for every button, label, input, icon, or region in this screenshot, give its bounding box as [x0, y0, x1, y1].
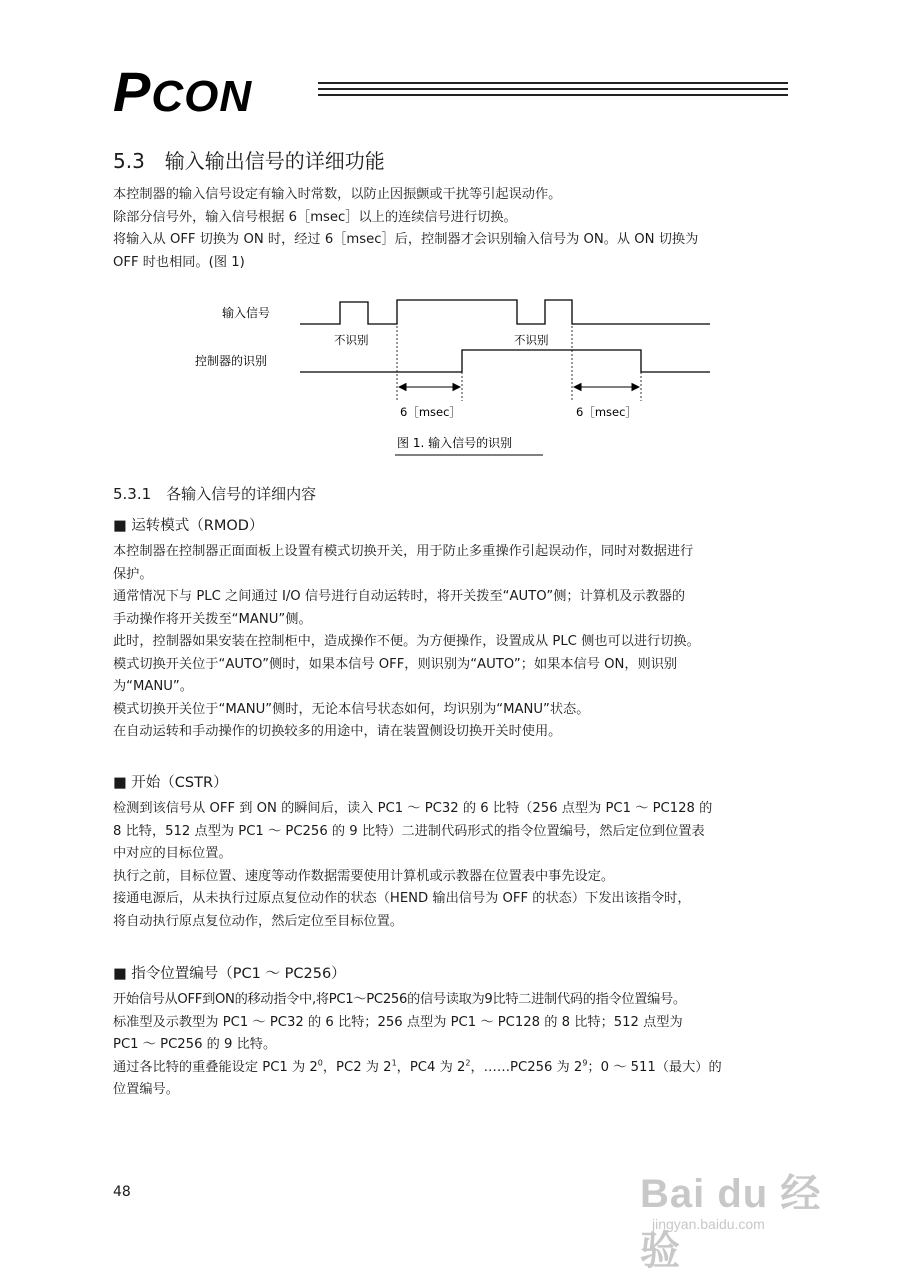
intro-line: 除部分信号外，输入信号根据 6［msec］以上的连续信号进行切换。 [113, 209, 517, 225]
intro-line: OFF 时也相同。(图 1) [113, 254, 245, 270]
logo-rule [318, 88, 788, 90]
timing-diagram [180, 286, 740, 461]
pc-paragraph [113, 989, 793, 1102]
controller-recognition-waveform [300, 350, 710, 372]
cstr-paragraph [113, 798, 793, 933]
cstr-line: 将自动执行原点复位动作，然后定位至目标位置。 [113, 913, 404, 929]
formula-exponent: 0 [317, 1058, 323, 1068]
not-recognized-label: 不识别 [514, 333, 549, 347]
formula-exponent: 2 [465, 1058, 471, 1068]
label-controller-recognition: 控制器的识别 [195, 354, 268, 368]
pc-formula-line [113, 1057, 793, 1080]
rmod-line: 为“MANU”。 [113, 679, 193, 694]
duration-label: 6［msec］ [400, 405, 461, 419]
formula-text: ，PC2 为 2 [322, 1059, 392, 1075]
formula-exponent: 1 [391, 1058, 397, 1068]
intro-line: 本控制器的输入信号设定有输入时常数，以防止因振颤或干扰等引起误动作。 [113, 187, 562, 202]
pc-line: 标准型及示教型为 PC1 ～ PC32 的 6 比特；256 点型为 PC1 ～ PC128 的 8 比特；512 点型为 [113, 1014, 683, 1030]
intro-line: 将输入从 OFF 切换为 ON 时，经过 6［msec］后，控制器才会识别输入信号为 ON。从 ON 切换为 [113, 232, 699, 247]
logo-p: P [113, 60, 152, 123]
rmod-heading: ■ 运转模式（RMOD） [113, 518, 264, 534]
logo-rule-lines [318, 82, 788, 100]
logo-rest: CON [151, 72, 253, 121]
cstr-heading: ■ 开始（CSTR） [113, 775, 228, 791]
section-title: 5.3 输入输出信号的详细功能 [113, 149, 385, 173]
cstr-line: 执行之前，目标位置、速度等动作数据需要使用计算机或示教器在位置表中事先设定。 [113, 868, 615, 884]
formula-text: 通过各比特的重叠能设定 PC1 为 2 [113, 1059, 318, 1075]
cstr-line: 中对应的目标位置。 [113, 846, 232, 861]
cstr-line: 8 比特，512 点型为 PC1 ～ PC256 的 9 比特）二进制代码形式的指令位置编号，然后定位到位置表 [113, 823, 705, 839]
not-recognized-label: 不识别 [334, 333, 369, 347]
formula-exponent: 9 [582, 1058, 588, 1068]
rmod-line: 在自动运转和手动操作的切换较多的用途中，请在装置侧设切换开关时使用。 [113, 724, 562, 739]
pcon-logo [113, 62, 793, 122]
rmod-line: 手动操作将开关拨至“MANU”侧。 [113, 611, 312, 627]
pc-line: 位置编号。 [113, 1082, 179, 1097]
pc-line: 开始信号从OFF到ON的移动指令中,将PC1～PC256的信号读取为9比特二进制代码的指令位置编号。 [113, 992, 686, 1007]
logo-text [113, 62, 252, 127]
logo-rule [318, 94, 788, 96]
rmod-line: 通常情况下与 PLC 之间通过 I/O 信号进行自动运转时，将开关拨至“AUTO”侧；计算机及示教器的 [113, 589, 686, 604]
rmod-line: 模式切换开关位于“AUTO”侧时，如果本信号 OFF，则识别为“AUTO”；如果本信号 ON，则识别 [113, 656, 678, 672]
cstr-line: 接通电源后，从未执行过原点复位动作的状态（HEND 输出信号为 OFF 的状态）下发出该指令时， [113, 891, 691, 906]
watermark-main: Bai du 经验 [640, 1172, 822, 1273]
figure-caption: 图 1. 输入信号的识别 [397, 436, 513, 450]
rmod-line: 保护。 [113, 566, 153, 582]
cstr-line: 检测到该信号从 OFF 到 ON 的瞬间后，读入 PC1 ～ PC32 的 6 比特（256 点型为 PC1 ～ PC128 的 [113, 801, 713, 816]
pc-heading: ■ 指令位置编号（PC1 ～ PC256） [113, 966, 346, 982]
formula-text: ；0 ～ 511（最大）的 [587, 1059, 722, 1075]
logo-rule [318, 82, 788, 84]
rmod-line: 本控制器在控制器正面面板上设置有模式切换开关，用于防止多重操作引起误动作，同时对数据进行 [113, 544, 694, 559]
rmod-line: 此时，控制器如果安装在控制柜中，造成操作不便。为方便操作，设置成从 PLC 侧也可以进行切换。 [113, 634, 700, 649]
baidu-watermark [640, 1150, 860, 1273]
input-signal-waveform [300, 300, 710, 324]
intro-paragraph [113, 184, 793, 274]
formula-text: ，……PC256 为 2 [470, 1059, 583, 1075]
duration-label: 6［msec］ [576, 405, 637, 419]
page-number: 48 [113, 1184, 131, 1200]
rmod-line: 模式切换开关位于“MANU”侧时，无论本信号状态如何，均识别为“MANU”状态。 [113, 701, 590, 717]
subsection-title: 5.3.1 各输入信号的详细内容 [113, 485, 317, 503]
formula-text: ，PC4 为 2 [396, 1059, 466, 1075]
rmod-paragraph [113, 541, 793, 744]
watermark-sub: jingyan.baidu.com [652, 1216, 765, 1232]
pc-line: PC1 ～ PC256 的 9 比特。 [113, 1037, 277, 1052]
label-input-signal: 输入信号 [222, 306, 271, 320]
